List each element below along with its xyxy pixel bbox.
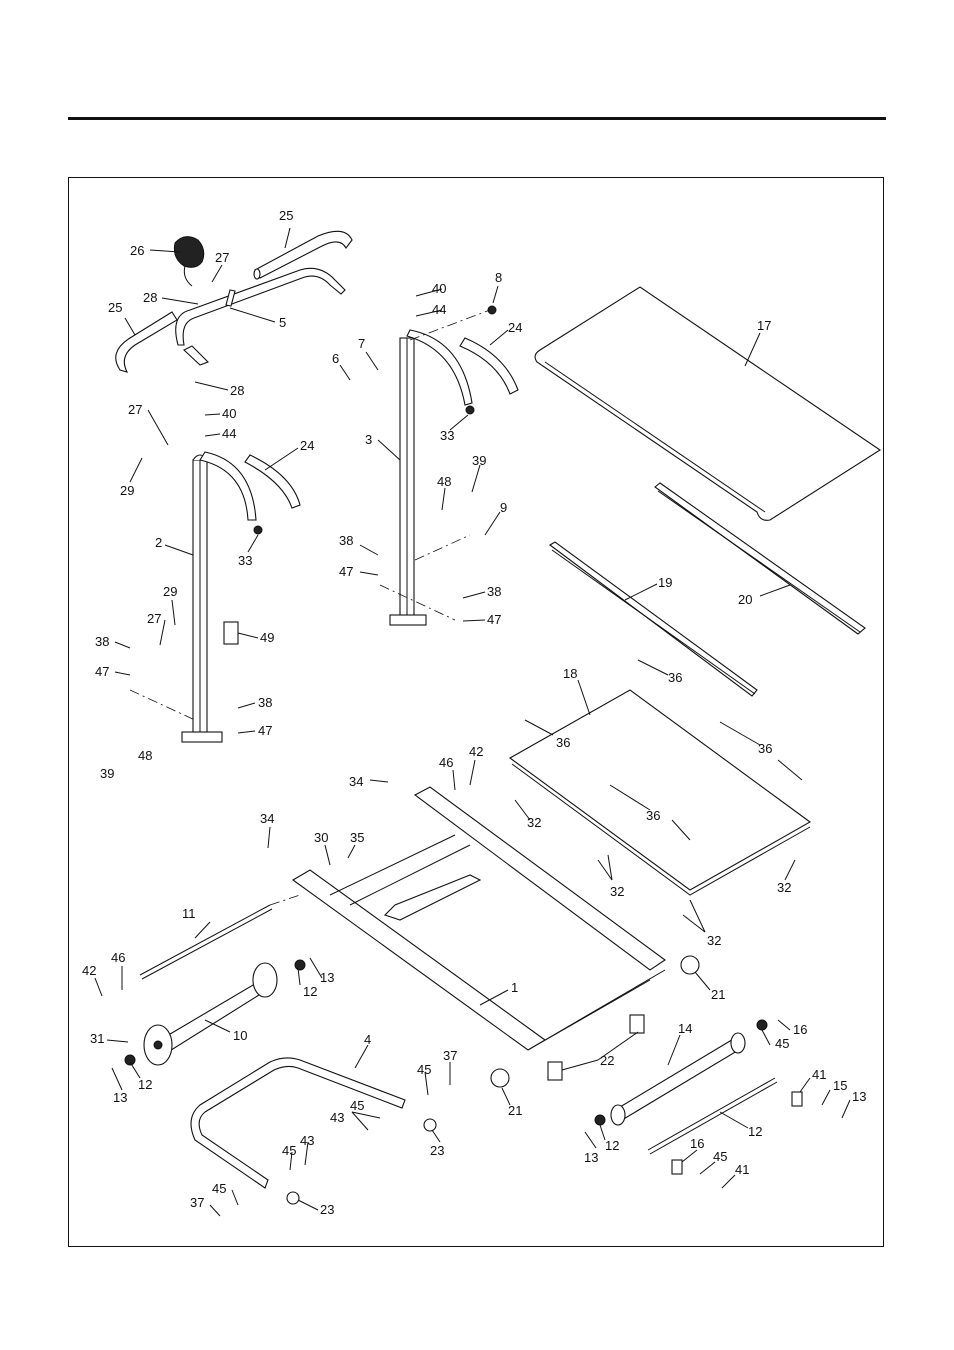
callout-29: 29 [120,483,135,498]
leader [360,572,378,575]
roller-end [731,1033,745,1053]
callout-32: 32 [707,933,722,948]
leader [130,458,142,482]
leader [360,545,378,555]
callout-13: 16 [793,1022,808,1037]
leader [355,1045,368,1068]
roller-end [253,963,277,997]
callout-3: 3 [365,432,373,447]
callout-37: 37 [190,1195,205,1210]
leader [210,1205,220,1216]
leader [195,922,210,938]
end-cap-23 [287,1192,299,1204]
callout-39: 39 [100,766,115,781]
leader [298,1200,318,1210]
callout-45: 15 [833,1078,848,1093]
leader [682,1150,697,1162]
callout-34: 34 [260,811,275,826]
callout-39: 39 [472,453,487,468]
leveler-22 [548,1062,562,1080]
leader [162,298,198,304]
leader [195,382,228,390]
callout-36: 36 [556,735,571,750]
callout-32: 32 [777,880,792,895]
leader [348,845,355,858]
leveler-22 [630,1015,644,1033]
leader [238,633,258,638]
nut-12 [125,1055,135,1065]
leader [722,1175,735,1188]
callout-43: 43 [330,1110,345,1125]
leader [720,722,760,745]
callout-47: 47 [339,564,354,579]
callout-36: 36 [758,741,773,756]
base-leg-part [191,1058,405,1188]
callout-47: 47 [95,664,110,679]
callout-13: 13 [320,970,335,985]
leader [238,731,255,733]
callout-20: 20 [738,592,753,607]
callout-12: 12 [138,1077,153,1092]
callout-24: 24 [300,438,315,453]
callout-37: 37 [443,1048,458,1063]
leader [148,410,168,445]
callout-47: 47 [487,612,502,627]
callout-11: 11 [182,906,196,921]
callout-29: 29 [163,584,178,599]
leader [115,672,130,675]
leader [285,228,290,248]
leader [683,915,705,932]
leader [842,1100,850,1118]
handrail-end [184,346,208,365]
callout-44: 44 [222,426,237,441]
leader [230,308,275,322]
callout-35: 35 [350,830,365,845]
callout-46: 46 [439,755,454,770]
callout-16: 41 [812,1067,827,1082]
callout-38: 38 [95,634,110,649]
leader [463,592,485,598]
leader [268,827,270,848]
callout-32: 32 [610,884,625,899]
callout-34: 34 [349,774,364,789]
leader [172,600,175,625]
callout-21: 21 [508,1103,523,1118]
callout-16: 16 [690,1136,705,1151]
callout-23: 23 [430,1143,445,1158]
leader [490,330,508,345]
leader [298,968,300,985]
walking-deck-part [510,690,810,890]
leader [463,620,485,621]
callout-24: 24 [508,320,523,335]
callout-21: 21 [711,987,726,1002]
leader [370,780,388,782]
callout-38: 38 [487,584,502,599]
callout-43: 43 [300,1133,315,1148]
leader [107,1040,128,1042]
leader [212,265,222,282]
end-cap-21 [681,956,699,974]
callout-2: 2 [155,535,163,550]
grip-end [254,269,260,279]
leader [800,1078,810,1092]
leader [378,440,400,460]
leader [525,720,553,735]
leader [608,855,612,880]
callout-36: 36 [646,808,661,823]
callout-23: 23 [320,1202,335,1217]
leader [205,434,220,436]
leader [366,352,378,370]
callout-42: 42 [469,744,484,759]
rod-line [650,1082,777,1154]
left-foot-plate [182,732,222,742]
callout-49: 49 [260,630,275,645]
callout-31: 31 [90,1031,105,1046]
roller-end [611,1105,625,1125]
leader [695,972,710,990]
leader [125,318,135,335]
leader [745,333,760,366]
end-cap-23 [424,1119,436,1131]
callout-4: 4 [364,1032,372,1047]
callout-48: 48 [437,474,452,489]
leader [690,900,705,932]
callout-10: 10 [233,1028,248,1043]
leader [778,760,802,780]
callout-36: 36 [668,670,683,685]
right-curve [407,330,472,405]
leader [638,660,668,675]
callout-28: 28 [230,383,245,398]
leader [442,488,445,510]
leader [340,365,350,380]
label-49-part [224,622,238,644]
bracket-16 [792,1092,802,1106]
bracket-16 [672,1160,682,1174]
callout-40: 40 [432,281,447,296]
parts-layer [116,231,880,1204]
leader [785,860,795,880]
callout-27: 27 [128,402,143,417]
handgrip-left-part [116,312,177,372]
rod-line [142,909,272,979]
callout-12: 45 [775,1036,790,1051]
leader [578,680,590,715]
leader [493,286,498,303]
callout-32: 32 [527,815,542,830]
callout-6: 6 [332,351,340,366]
rail-line [552,550,755,694]
callout-45: 45 [713,1149,728,1164]
leader [325,845,330,865]
end-cap-21 [491,1069,509,1087]
callout-13: 13 [113,1090,128,1105]
alignment-line [270,895,300,905]
leader [485,512,500,535]
callout-45: 45 [417,1062,432,1077]
callout-40: 40 [222,406,237,421]
crossbar [350,845,470,905]
leader [115,642,130,648]
leader [112,1068,122,1090]
callout-12: 12 [605,1138,620,1153]
callout-41: 13 [852,1089,867,1104]
leader [778,1020,790,1030]
leader [720,1112,748,1128]
sensor-wire [184,266,192,286]
callout-13: 13 [584,1150,599,1165]
leader [130,1062,140,1078]
callout-15: 12 [748,1124,763,1139]
callout-44: 44 [432,302,447,317]
leader [760,585,790,596]
alignment-line [130,690,195,720]
leader [472,465,480,492]
leader [265,448,298,470]
nut-33 [466,406,474,414]
callout-1: 1 [511,980,519,995]
leader [625,584,657,600]
callout-12: 12 [303,984,318,999]
callout-22: 22 [600,1053,615,1068]
leader [248,535,258,552]
leader [432,1130,440,1142]
bracket-mount [385,875,480,920]
handrail-part [176,268,345,345]
callout-42: 42 [82,963,97,978]
callout-30: 30 [314,830,329,845]
callout-45: 45 [282,1143,297,1158]
alignment-line [415,535,470,560]
callout-7: 7 [358,336,366,351]
callout-45: 45 [350,1098,365,1113]
callout-28: 28 [143,290,158,305]
nut-33 [254,526,262,534]
leader [668,1035,680,1065]
callout-48: 48 [138,748,153,763]
callout-38: 38 [339,533,354,548]
callout-33: 33 [238,553,253,568]
leader [238,703,255,708]
callout-46: 46 [111,950,126,965]
nut-12 [757,1020,767,1030]
axle-rod-part [140,905,270,975]
leader [470,760,475,785]
callout-8: 8 [495,270,503,285]
callout-14: 14 [678,1021,693,1036]
nut-12 [595,1115,605,1125]
crossbar [330,835,455,895]
callout-17: 17 [757,318,772,333]
leader [232,1190,238,1205]
nut-12 [295,960,305,970]
callout-27: 27 [147,611,162,626]
leader [562,1060,598,1070]
leader [822,1090,830,1105]
leader [585,1132,596,1148]
leader [205,414,220,415]
leader [762,1030,770,1045]
callout-25: 25 [108,300,123,315]
callout-33: 33 [440,428,455,443]
callout-9: 9 [500,500,508,515]
callout-45: 45 [212,1181,227,1196]
callout-19: 19 [658,575,673,590]
flywheel-hub [154,1041,162,1049]
callout-25: 25 [279,208,294,223]
callout-38: 38 [258,695,273,710]
leader [453,770,455,790]
callout-41: 41 [735,1162,750,1177]
leader [95,978,102,996]
callout-26: 26 [130,243,145,258]
callout-27: 27 [215,250,230,265]
callout-5: 5 [279,315,287,330]
leader [165,545,193,555]
walking-belt-part [535,287,880,520]
right-foot-plate [390,615,426,625]
callout-18: 18 [563,666,578,681]
callout-47: 47 [258,723,273,738]
